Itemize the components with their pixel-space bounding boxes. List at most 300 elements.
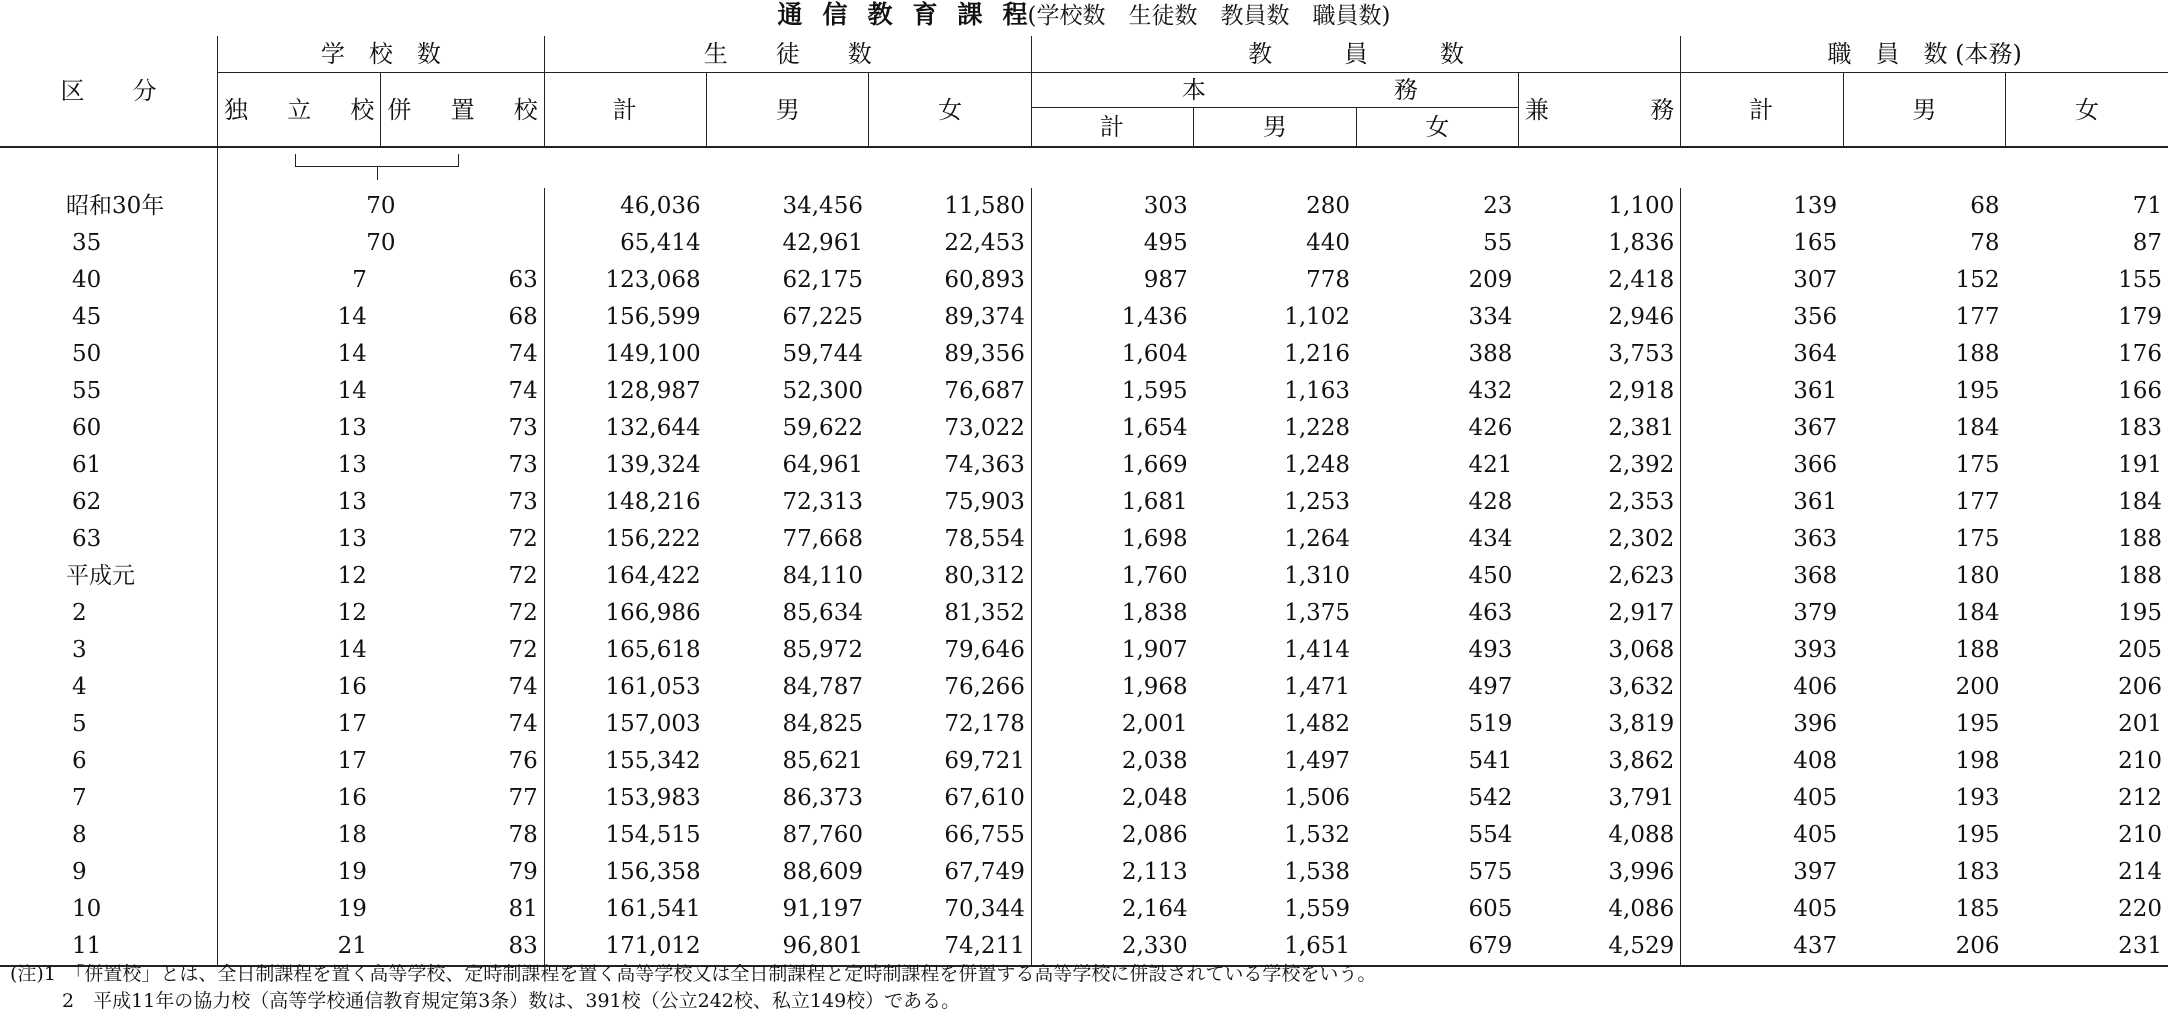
independent-school-cell: 16 [218, 780, 381, 817]
students-total-cell: 165,618 [544, 632, 706, 669]
independent-school-cell: 19 [218, 891, 381, 928]
fulltime-total-cell: 1,698 [1031, 521, 1193, 558]
parttime-cell: 1,836 [1608, 230, 1675, 256]
independent-school-cell: 13 [218, 521, 381, 558]
students-total-cell: 156,599 [544, 299, 706, 336]
students-female-cell: 75,903 [944, 489, 1025, 515]
staff-female-cell: 184 [2118, 489, 2162, 515]
parttime-cell: 2,918 [1608, 378, 1675, 404]
fulltime-male-cell: 1,414 [1284, 637, 1351, 663]
header-fulltime: 本 務 [1031, 73, 1518, 108]
staff-male-cell: 188 [1955, 341, 2000, 367]
fulltime-total-cell: 1,654 [1031, 410, 1193, 447]
independent-school-cell: 19 [218, 854, 381, 891]
students-total-cell: 156,358 [544, 854, 706, 891]
header-attached-school: 併 置 校 [381, 73, 544, 148]
fulltime-male-cell: 1,216 [1284, 341, 1351, 367]
students-total-cell: 128,987 [544, 373, 706, 410]
table-row [0, 632, 2168, 669]
fulltime-total-cell: 2,086 [1031, 817, 1193, 854]
students-female-cell: 81,352 [944, 600, 1025, 626]
staff-female-cell: 176 [2118, 341, 2162, 367]
students-female-cell: 66,755 [944, 822, 1025, 848]
header-fulltime-total: 計 [1031, 108, 1193, 148]
fulltime-female-cell: 432 [1468, 378, 1513, 404]
students-total-cell: 161,053 [544, 669, 706, 706]
students-male-cell: 59,744 [782, 341, 863, 367]
table-row [0, 299, 2168, 336]
statistics-table [0, 36, 2168, 967]
students-male-cell: 88,609 [782, 859, 863, 885]
students-total-cell: 161,541 [544, 891, 706, 928]
fulltime-total-cell: 1,436 [1031, 299, 1193, 336]
staff-male-cell: 68 [1970, 193, 2000, 219]
row-label: 40 [72, 267, 102, 293]
fulltime-total-cell: 2,038 [1031, 743, 1193, 780]
fulltime-female-cell: 421 [1468, 452, 1513, 478]
header-students-female: 女 [869, 73, 1031, 148]
students-female-cell: 11,580 [944, 193, 1025, 219]
students-total-cell: 155,342 [544, 743, 706, 780]
parttime-cell: 3,632 [1608, 674, 1675, 700]
fulltime-total-cell: 1,968 [1031, 669, 1193, 706]
fulltime-male-cell: 1,163 [1284, 378, 1351, 404]
table-row [0, 521, 2168, 558]
students-female-cell: 22,453 [944, 230, 1025, 256]
staff-female-cell: 71 [2132, 193, 2162, 219]
staff-total-cell: 361 [1681, 484, 1843, 521]
fulltime-female-cell: 575 [1468, 859, 1513, 885]
fulltime-female-cell: 434 [1468, 526, 1513, 552]
students-total-cell: 149,100 [544, 336, 706, 373]
fulltime-female-cell: 679 [1356, 928, 1518, 966]
fulltime-male-cell: 1,228 [1284, 415, 1351, 441]
staff-total-cell: 396 [1681, 706, 1843, 743]
independent-school-cell: 17 [218, 743, 381, 780]
independent-school-cell: 17 [218, 706, 381, 743]
fulltime-female-cell: 426 [1468, 415, 1513, 441]
header-staff-female: 女 [2006, 73, 2168, 148]
row-label: 63 [72, 526, 102, 552]
independent-school-cell: 14 [218, 299, 381, 336]
fulltime-male-cell: 280 [1306, 193, 1351, 219]
students-total-cell: 139,324 [544, 447, 706, 484]
staff-male-cell: 177 [1955, 304, 2000, 330]
students-total-cell: 148,216 [544, 484, 706, 521]
attached-school-cell: 76 [508, 748, 538, 774]
attached-school-cell: 73 [508, 489, 538, 515]
staff-male-cell: 200 [1955, 674, 2000, 700]
independent-school-cell: 16 [218, 669, 381, 706]
fulltime-female-cell: 493 [1468, 637, 1513, 663]
row-label: 61 [72, 452, 102, 478]
attached-school-cell: 81 [508, 896, 538, 922]
independent-school-cell: 12 [218, 558, 381, 595]
staff-female-cell: 179 [2118, 304, 2162, 330]
schools-merged-cell: 70 [218, 225, 545, 262]
row-label: 2 [72, 600, 87, 626]
attached-school-cell: 68 [508, 304, 538, 330]
parttime-cell: 4,086 [1608, 896, 1675, 922]
table-row [0, 484, 2168, 521]
staff-male-cell: 184 [1955, 600, 2000, 626]
students-male-cell: 96,801 [707, 928, 869, 966]
row-label: 7 [72, 785, 87, 811]
fulltime-female-cell: 554 [1468, 822, 1513, 848]
fulltime-total-cell: 2,001 [1031, 706, 1193, 743]
staff-female-cell: 231 [2006, 928, 2168, 966]
table-row [0, 669, 2168, 706]
independent-school-cell: 21 [218, 928, 381, 966]
row-label: 9 [72, 859, 87, 885]
fulltime-male-cell: 1,375 [1284, 600, 1351, 626]
fulltime-male-cell: 1,471 [1284, 674, 1351, 700]
staff-male-cell: 206 [1843, 928, 2005, 966]
students-male-cell: 77,668 [782, 526, 863, 552]
fulltime-male-cell: 1,559 [1284, 896, 1351, 922]
staff-male-cell: 195 [1955, 822, 2000, 848]
independent-school-cell: 7 [218, 262, 381, 299]
row-label: 45 [72, 304, 102, 330]
staff-total-cell: 405 [1681, 891, 1843, 928]
staff-total-cell: 363 [1681, 521, 1843, 558]
students-total-cell: 157,003 [544, 706, 706, 743]
parttime-cell: 2,946 [1608, 304, 1675, 330]
fulltime-female-cell: 55 [1483, 230, 1513, 256]
fulltime-total-cell: 1,838 [1031, 595, 1193, 632]
row-label: 4 [72, 674, 87, 700]
staff-male-cell: 195 [1955, 711, 2000, 737]
students-female-cell: 69,721 [944, 748, 1025, 774]
staff-total-cell: 397 [1681, 854, 1843, 891]
fulltime-male-cell: 1,310 [1284, 563, 1351, 589]
title-subtitle: (学校数 生徒数 教員数 職員数) [1027, 3, 1391, 29]
independent-school-cell: 14 [218, 632, 381, 669]
students-male-cell: 86,373 [782, 785, 863, 811]
fulltime-total-cell: 1,595 [1031, 373, 1193, 410]
fulltime-total-cell: 1,604 [1031, 336, 1193, 373]
header-staff: 職 員 数 (本務) [1681, 36, 2168, 73]
fulltime-total-cell: 2,164 [1031, 891, 1193, 928]
independent-school-cell: 13 [218, 447, 381, 484]
attached-school-cell: 72 [508, 563, 538, 589]
staff-female-cell: 212 [2118, 785, 2162, 811]
fulltime-male-cell: 1,651 [1194, 928, 1356, 966]
students-total-cell: 153,983 [544, 780, 706, 817]
students-male-cell: 64,961 [782, 452, 863, 478]
header-fulltime-female: 女 [1356, 108, 1518, 148]
students-male-cell: 52,300 [782, 378, 863, 404]
fulltime-female-cell: 23 [1483, 193, 1513, 219]
attached-school-cell: 77 [508, 785, 538, 811]
staff-female-cell: 188 [2118, 563, 2162, 589]
students-total-cell: 154,515 [544, 817, 706, 854]
header-students-total: 計 [544, 73, 706, 148]
fulltime-total-cell: 1,907 [1031, 632, 1193, 669]
schools-merged-cell: 70 [218, 188, 545, 225]
attached-school-cell: 79 [508, 859, 538, 885]
students-female-cell: 60,893 [944, 267, 1025, 293]
staff-total-cell: 307 [1681, 262, 1843, 299]
staff-total-cell: 368 [1681, 558, 1843, 595]
row-label: 3 [72, 637, 87, 663]
row-label: 50 [72, 341, 102, 367]
staff-total-cell: 393 [1681, 632, 1843, 669]
header-teachers: 教 員 数 [1031, 36, 1680, 73]
staff-female-cell: 183 [2118, 415, 2162, 441]
staff-male-cell: 198 [1955, 748, 2000, 774]
students-male-cell: 59,622 [782, 415, 863, 441]
staff-male-cell: 183 [1955, 859, 2000, 885]
fulltime-male-cell: 1,253 [1284, 489, 1351, 515]
staff-female-cell: 191 [2118, 452, 2162, 478]
parttime-cell: 2,418 [1608, 267, 1675, 293]
students-male-cell: 84,110 [782, 563, 863, 589]
students-total-cell: 171,012 [544, 928, 706, 966]
parttime-cell: 2,917 [1608, 600, 1675, 626]
table-row [0, 595, 2168, 632]
table-row [0, 373, 2168, 410]
staff-female-cell: 188 [2118, 526, 2162, 552]
independent-school-cell: 18 [218, 817, 381, 854]
fulltime-total-cell: 1,760 [1031, 558, 1193, 595]
parttime-cell: 2,381 [1608, 415, 1675, 441]
staff-total-cell: 165 [1681, 225, 1843, 262]
fulltime-male-cell: 1,264 [1284, 526, 1351, 552]
merged-bracket-stem [377, 166, 378, 180]
staff-female-cell: 220 [2118, 896, 2162, 922]
parttime-cell: 1,100 [1608, 193, 1675, 219]
staff-female-cell: 205 [2118, 637, 2162, 663]
table-row [0, 743, 2168, 780]
parttime-cell: 2,623 [1608, 563, 1675, 589]
parttime-cell: 2,392 [1608, 452, 1675, 478]
staff-male-cell: 177 [1955, 489, 2000, 515]
fulltime-male-cell: 1,102 [1284, 304, 1351, 330]
row-label: 平成元 [66, 563, 135, 589]
students-male-cell: 84,787 [782, 674, 863, 700]
students-total-cell: 164,422 [544, 558, 706, 595]
attached-school-cell: 73 [508, 415, 538, 441]
title-main: 通信教育課程 [777, 0, 1048, 29]
staff-female-cell: 155 [2118, 267, 2162, 293]
parttime-cell: 3,819 [1608, 711, 1675, 737]
students-female-cell: 74,211 [869, 928, 1031, 966]
fulltime-female-cell: 388 [1468, 341, 1513, 367]
staff-total-cell: 379 [1681, 595, 1843, 632]
attached-school-cell: 83 [381, 928, 544, 966]
row-label: 8 [72, 822, 87, 848]
footnote-2: 2 平成11年の協力校（高等学校通信教育規定第3条）数は、391校（公立242校、私立149校）である。 [62, 990, 961, 1012]
staff-female-cell: 195 [2118, 600, 2162, 626]
row-label: 6 [72, 748, 87, 774]
staff-total-cell: 405 [1681, 817, 1843, 854]
table-row [0, 558, 2168, 595]
staff-male-cell: 78 [1970, 230, 2000, 256]
table-body [0, 147, 2168, 966]
fulltime-male-cell: 440 [1306, 230, 1351, 256]
header-independent-school: 独 立 校 [218, 73, 381, 148]
parttime-cell: 3,862 [1608, 748, 1675, 774]
independent-school-cell: 14 [218, 373, 381, 410]
attached-school-cell: 74 [508, 711, 538, 737]
students-male-cell: 72,313 [782, 489, 863, 515]
attached-school-cell: 74 [508, 674, 538, 700]
fulltime-female-cell: 605 [1468, 896, 1513, 922]
students-total-cell: 132,644 [544, 410, 706, 447]
students-female-cell: 70,344 [944, 896, 1025, 922]
header-parttime: 兼 務 [1518, 73, 1680, 148]
parttime-cell: 4,529 [1518, 928, 1680, 966]
students-male-cell: 85,621 [782, 748, 863, 774]
fulltime-male-cell: 1,506 [1284, 785, 1351, 811]
header-staff-total: 計 [1681, 73, 1843, 148]
staff-total-cell: 361 [1681, 373, 1843, 410]
students-male-cell: 67,225 [782, 304, 863, 330]
fulltime-total-cell: 303 [1031, 188, 1193, 225]
staff-total-cell: 437 [1681, 928, 1843, 966]
students-female-cell: 67,610 [944, 785, 1025, 811]
row-label: 5 [72, 711, 87, 737]
fulltime-female-cell: 428 [1468, 489, 1513, 515]
students-total-cell: 65,414 [544, 225, 706, 262]
staff-male-cell: 180 [1955, 563, 2000, 589]
fulltime-total-cell: 1,681 [1031, 484, 1193, 521]
fulltime-male-cell: 778 [1306, 267, 1351, 293]
staff-total-cell: 356 [1681, 299, 1843, 336]
staff-total-cell: 364 [1681, 336, 1843, 373]
staff-male-cell: 195 [1955, 378, 2000, 404]
staff-male-cell: 184 [1955, 415, 2000, 441]
table-row [0, 447, 2168, 484]
fulltime-total-cell: 2,048 [1031, 780, 1193, 817]
fulltime-male-cell: 1,532 [1284, 822, 1351, 848]
row-label: 昭和30年 [66, 193, 165, 219]
staff-total-cell: 405 [1681, 780, 1843, 817]
staff-female-cell: 166 [2118, 378, 2162, 404]
students-total-cell: 123,068 [544, 262, 706, 299]
students-female-cell: 72,178 [944, 711, 1025, 737]
fulltime-male-cell: 1,482 [1284, 711, 1351, 737]
table-row [0, 262, 2168, 299]
header-school-count: 学 校 数 [218, 36, 545, 73]
students-male-cell: 84,825 [782, 711, 863, 737]
merged-bracket-row [0, 147, 2168, 188]
students-male-cell: 34,456 [782, 193, 863, 219]
staff-female-cell: 210 [2118, 748, 2162, 774]
staff-female-cell: 206 [2118, 674, 2162, 700]
staff-total-cell: 406 [1681, 669, 1843, 706]
students-female-cell: 78,554 [944, 526, 1025, 552]
staff-male-cell: 175 [1955, 526, 2000, 552]
table-row [0, 817, 2168, 854]
students-female-cell: 79,646 [944, 637, 1025, 663]
header-category: 区 分 [0, 36, 218, 147]
fulltime-total-cell: 495 [1031, 225, 1193, 262]
table-row [0, 706, 2168, 743]
fulltime-female-cell: 209 [1468, 267, 1513, 293]
parttime-cell: 3,996 [1608, 859, 1675, 885]
fulltime-total-cell: 2,113 [1031, 854, 1193, 891]
students-total-cell: 166,986 [544, 595, 706, 632]
students-total-cell: 46,036 [544, 188, 706, 225]
table-row [0, 891, 2168, 928]
students-female-cell: 76,687 [944, 378, 1025, 404]
attached-school-cell: 72 [508, 600, 538, 626]
staff-male-cell: 175 [1955, 452, 2000, 478]
table-header [0, 36, 2168, 147]
students-female-cell: 89,356 [944, 341, 1025, 367]
students-male-cell: 85,634 [782, 600, 863, 626]
table-title [0, 0, 2168, 30]
fulltime-total-cell: 2,330 [1031, 928, 1193, 966]
parttime-cell: 2,302 [1608, 526, 1675, 552]
header-students: 生 徒 数 [544, 36, 1031, 73]
attached-school-cell: 74 [508, 341, 538, 367]
attached-school-cell: 73 [508, 452, 538, 478]
students-female-cell: 74,363 [944, 452, 1025, 478]
staff-female-cell: 201 [2118, 711, 2162, 737]
independent-school-cell: 12 [218, 595, 381, 632]
header-fulltime-male: 男 [1194, 108, 1356, 148]
attached-school-cell: 74 [508, 378, 538, 404]
students-female-cell: 73,022 [944, 415, 1025, 441]
students-male-cell: 85,972 [782, 637, 863, 663]
table-row [0, 336, 2168, 373]
staff-total-cell: 408 [1681, 743, 1843, 780]
header-staff-male: 男 [1843, 73, 2005, 148]
students-female-cell: 76,266 [944, 674, 1025, 700]
students-female-cell: 89,374 [944, 304, 1025, 330]
attached-school-cell: 72 [508, 637, 538, 663]
row-label: 10 [72, 896, 102, 922]
parttime-cell: 4,088 [1608, 822, 1675, 848]
fulltime-female-cell: 541 [1468, 748, 1513, 774]
attached-school-cell: 78 [508, 822, 538, 848]
staff-female-cell: 87 [2132, 230, 2162, 256]
table-row [0, 225, 2168, 262]
table-row [0, 854, 2168, 891]
footnotes [10, 961, 1376, 1015]
row-label: 55 [72, 378, 102, 404]
students-male-cell: 91,197 [782, 896, 863, 922]
fulltime-female-cell: 542 [1468, 785, 1513, 811]
staff-total-cell: 139 [1681, 188, 1843, 225]
staff-female-cell: 214 [2118, 859, 2162, 885]
staff-male-cell: 152 [1955, 267, 2000, 293]
attached-school-cell: 72 [508, 526, 538, 552]
independent-school-cell: 13 [218, 410, 381, 447]
students-female-cell: 67,749 [944, 859, 1025, 885]
students-female-cell: 80,312 [944, 563, 1025, 589]
parttime-cell: 2,353 [1608, 489, 1675, 515]
parttime-cell: 3,753 [1608, 341, 1675, 367]
fulltime-male-cell: 1,538 [1284, 859, 1351, 885]
footnote-1: (注)1 「併置校」とは、全日制課程を置く高等学校、定時制課程を置く高等学校又は全日制課程と定時制課程を併置する高等学校に併設されている学校をいう。 [10, 963, 1377, 985]
parttime-cell: 3,791 [1608, 785, 1675, 811]
fulltime-male-cell: 1,248 [1284, 452, 1351, 478]
table-row [0, 188, 2168, 225]
fulltime-total-cell: 1,669 [1031, 447, 1193, 484]
fulltime-male-cell: 1,497 [1284, 748, 1351, 774]
staff-total-cell: 366 [1681, 447, 1843, 484]
row-label: 35 [72, 230, 102, 256]
row-label: 60 [72, 415, 102, 441]
fulltime-total-cell: 987 [1031, 262, 1193, 299]
independent-school-cell: 14 [218, 336, 381, 373]
table-row [0, 780, 2168, 817]
staff-total-cell: 367 [1681, 410, 1843, 447]
